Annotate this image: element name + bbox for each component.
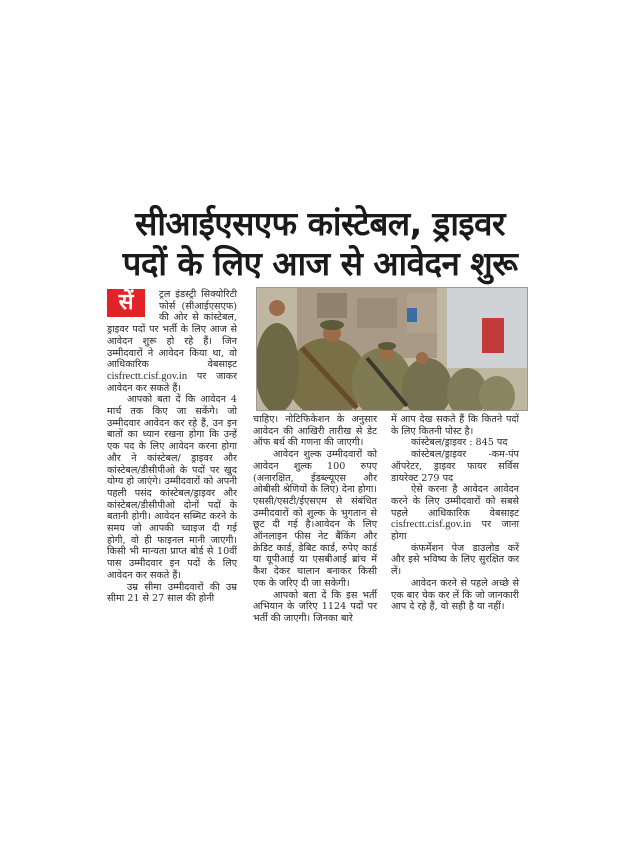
website-link[interactable]: cisfrectt.cisf.gov.in	[107, 370, 188, 382]
article-column-1	[107, 289, 237, 605]
column1-paragraph-3: उम्र सीमा उम्मीदवारों की उम्र सीमा 21 से 27 साल की होनी	[107, 581, 237, 605]
column3-paragraph-4: ऐसे करना है आवेदन आवेदन करने के लिए उम्मीदवारों को सबसे पहले आधिकारिक वेबसाइट cisfrectt.cisf.gov.in पर जाना होगा	[391, 484, 519, 543]
article-column-2	[253, 414, 377, 625]
column3-paragraph-1: में आप देख सकते हैं कि कितने पदों के लिए कितनी पोस्ट है।	[391, 414, 519, 437]
article-column-3	[391, 414, 519, 613]
column3-paragraph-3: कांस्टेबल/ड्राइवर -कम-पंप ऑपरेटर, ड्राइवर फायर सर्विस डायरेक्ट 279 पद	[391, 449, 519, 484]
dropcap: सें	[107, 289, 145, 317]
column3-paragraph-5: कंफर्मेशन पेज डाउलोड करें और इसे भविष्य के लिए सुरक्षित कर लें।	[391, 542, 519, 578]
news-photo	[256, 287, 528, 411]
column1-paragraph-1: ट्रल इंडस्ट्री सिक्योरिटी फोर्स (सीआईएसएफ) की ओर से कांस्टेबल, ड्राइवर पदों पर भर्ती के लिए आज से आवेदन शुरू हो रहे हैं। जिन उम्मीदवारों ने आवेदन किया था, वो आधिकारिक वेबसाइट cisfrectt.cisf.gov.in पर जाकर आवेदन कर सकते हैं।	[107, 289, 237, 394]
column3-paragraph-6: आवेदन करने से पहले अच्छे से एक बार चेक कर लें कि जो जानकारी आप दे रहे हैं, वो सही है या नहीं।	[391, 577, 519, 613]
column1-paragraph-2: आपको बता दें कि आवेदन 4 मार्च तक किए जा सकेंगे। जो उम्मीदवार आवेदन कर रहे हैं, उन इन बातों का ध्यान रखना होगा कि उन्हें एक पद के लिए आवेदन करना होगा और ने कांस्टेबल/ ड्राइवर और कांस्टेबल/डीसीपीओ के पदों पर खुद योग्य हो जाएंगे। उम्मीदवारों को अपनी पहली पसंद कांस्टेबल/ड्राइवर और कांस्टेबल/डीसीपीओ दोनों पदों के बतानी होगी। आवेदन सब्मिट करने के समय जो आपकी च्वाइज दी गई होगी, वो ही फाइनल मानी जाएगी। किसी भी मान्यता प्राप्त बोर्ड से 10वीं पास उम्मीदवार इन पदों के लिए आवेदन कर सकते हैं।	[107, 394, 237, 581]
column2-paragraph-2: आवेदन शुल्क उम्मीदवारों को आवेदन शुल्क 100 रुपए (अनारक्षित, ईडब्ल्यूएस और ओबीसी श्रेणियों के लिए) देना होगा। एससी/एसटी/ईएसएम से संबंधित उम्मीदवारों को शुल्क के भुगतान से छूट दी गई है।आवेदन के लिए ऑनलाइन फीस नेट बैंकिंग और क्रेडिट कार्ड, डेबिट कार्ड, रुपेए कार्ड या यूपीआई या एसबीआई ब्रांच में कैश देकर चालान बनाकर किसी एक के जरिए दी जा सकेगी।	[253, 449, 377, 589]
soldiers-marching-illustration	[257, 288, 527, 410]
column3-paragraph-2: कांस्टेबल/ड्राइवर : 845 पद	[411, 437, 508, 449]
website-link[interactable]: cisfrectt.cisf.gov.in	[391, 519, 472, 531]
headline-line-1: सीआईएसएफ कांस्टेबल, ड्राइवर	[135, 204, 505, 243]
column2-paragraph-1: चाहिए। नोटिफिकेशन के अनुसार आवेदन की आखिरी तारीख से डेट ऑफ बर्थ की गणना की जाएगी।	[253, 414, 377, 449]
headline-line-2: पदों के लिए आज से आवेदन शुरू	[122, 244, 518, 283]
headline	[100, 204, 540, 284]
column2-paragraph-3: आपको बता दें कि इस भर्ती अभियान के जरिए 1124 पदों पर भर्ती की जाएगी। जिनका बारे	[253, 589, 377, 624]
